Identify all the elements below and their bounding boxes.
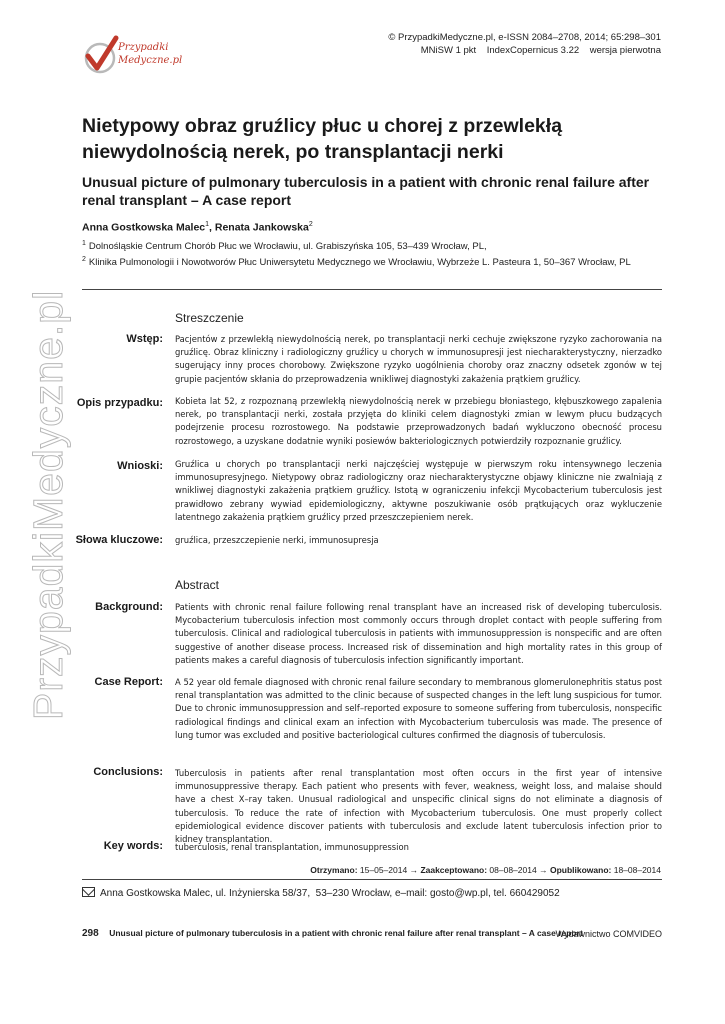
author-1-sup: 1 [205, 221, 210, 228]
key-words-label: Key words: [103, 840, 163, 852]
arrow-icon: → [409, 865, 419, 875]
conclusions-text: Tuberculosis in patients after renal transplantation most often occurs in the first year of intensive immunosuppressive therapy. Each patient who presents with fever, weakness, weight loss, and malaise should have a chest X–ray taken. Unusual radiological and unspecific clinical signs do not eliminate a diagnosis of tuberculosis. To reduce the rate of infection with Mycobacterium tuberculosis. One must properly collect epidemiological evidence discover patients with tuberculosis and exclude latent tuberculosis infection prior to kidney transplantation. [175, 768, 662, 845]
affiliation-1-text: Dolnośląskie Centrum Chorób Płuc we Wrocławiu, ul. Grabiszyńska 105, 53–439 Wrocław, PL, [88, 241, 487, 253]
page-number: 298 [82, 928, 99, 939]
affiliation-2-text: Klinika Pulmonologii i Nowotworów Płuc Uniwersytetu Medycznego we Wrocławiu, Wybrzeże L. Pasteura 1, 50–367 Wrocław, PL [88, 257, 631, 269]
received-date: 15–05–2014 [359, 865, 408, 875]
journal-header-info [388, 32, 661, 57]
streszczenie-heading: Streszczenie [175, 311, 244, 325]
author-2: Renata Jankowska [214, 221, 309, 234]
affiliation-1 [82, 240, 487, 252]
title-polish: Nietypowy obraz gruźlicy płuc u chorej z przewlekłą niewydolnością nerek, po transplantacji nerki [82, 115, 563, 163]
footer-divider [82, 879, 662, 880]
published-date: 18–08–2014 [613, 865, 661, 875]
abstract-heading: Abstract [175, 578, 220, 592]
received-label: Otrzymano: [310, 865, 358, 875]
page-footer [82, 928, 662, 939]
correspondence-text: Anna Gostkowska Malec, ul. Inżynierska 58/37, 53–230 Wrocław, e–mail: gosto@wp.pl, tel. 660429052 [100, 888, 560, 899]
slowa-kluczowe-label: Słowa kluczowe: [75, 534, 163, 546]
slowa-kluczowe-text: gruźlica, przeszczepienie nerki, immunosupresja [175, 535, 379, 545]
logo-text-line2: Medyczne.pl [118, 55, 183, 66]
wstep-label: Wstęp: [126, 333, 163, 345]
header-divider [82, 289, 662, 290]
affiliation-2-num: 2 [82, 256, 86, 263]
published-label: Opublikowano: [549, 865, 612, 875]
background-text: Patients with chronic renal failure following renal transplant have an increased risk of developing tuberculosis. Mycobacterium tuberculosis infection most commonly occurs through droplet contact with people suffering from tuberculosis. Clinical and radiological tuberculosis in patients with immunosuppression is nonspecific and are often suggestive of another disease process. Increased risk of dissemination and high mortality rates in this group of patients makes a careful diagnosis of tuberculosis infection significantly important. [175, 602, 662, 665]
correspondence [82, 887, 560, 899]
running-title: Unusual picture of pulmonary tuberculosis in a patient with chronic renal failure after renal transplant – A case report [109, 928, 583, 938]
key-words-text: tuberculosis, renal transplantation, immunosuppression [175, 842, 409, 852]
logo-text-line1: Przypadki [118, 42, 169, 53]
opis-przypadku-text: Kobieta lat 52, z rozpoznaną przewlekłą niewydolnością nerek w przebiegu błoniastego, kłębuszkowego zapalenia nerek, po transplantacji nerki, została przyjęta do kliniki celem diagnostyki zmian w lewym płucu budzących podejrzenie procesu rozrostowego. Na podstawie przeprowadzonych badań wykluczono obecność procesu rozrostowego, a uzyskane dodatnie wyniki posiewów bakteriologicznych potwierdziły rozpoznanie gruźlicy. [175, 396, 662, 446]
publisher: Wydawnictwo COMVIDEO [555, 929, 662, 939]
side-watermark: PrzypadkiMedyczne.pl [25, 289, 71, 720]
author-sep: , [209, 221, 215, 234]
opis-przypadku-label: Opis przypadku: [76, 397, 163, 409]
wnioski-label: Wnioski: [117, 460, 163, 472]
checkmark-logo-icon [82, 32, 122, 82]
title-english: Unusual picture of pulmonary tuberculosis in a patient with chronic renal failure after renal transplant – A case report [82, 174, 650, 208]
wnioski-text: Gruźlica u chorych po transplantacji nerki najczęściej występuje w pierwszym roku intensywnego leczenia immunosupresyjnego. Nietypowy obraz radiologiczny oraz niecharakterystyczne objawy kliniczne nie zwalniają z wnikliwej diagnostyki zakażenia prątkiem gruźlicy. Istotą w ograniczeniu infekcji Mycobacterium tuberculosis jest prawidłowo zebrany wywiad epidemiologiczny, aktywne poszukiwanie osób prątkujących oraz wykluczenie latentnego zakażenia prątkiem gruźlicy przed przeszczepieniem nerek. [175, 459, 662, 522]
affiliation-2 [82, 256, 631, 268]
case-report-text: A 52 year old female diagnosed with chronic renal failure secondary to membranous glomerulonephritis status post renal transplantation was admitted to the clinic because of suspected changes in the left lung suspicious for tumor. Due to chronic immunosuppression and self–reported exposure to someone suffering from tuberculosis, nonspecific radiological findings and clinical exam an infection with Mycobacterium tuberculosis was made. The presence of lung tumor was excluded and positive bacteriological cultures confirmed the diagnosis of tuberculosis. [175, 677, 662, 740]
wstep-text: Pacjentów z przewlekłą niewydolnością nerek, po transplantacji nerki cechuje zwiększone ryzyko zachorowania na gruźlicę. Obraz kliniczny i radiologiczny gruźlicy u chorych w immunosupresji jest niecharakterystyczny, nierzadko sugerujący inny proces chorobowy. Zwiększone ryzyko uogólnienia choroby oraz znaczny odsetek zgonów w tej grupie pacjentów skłania do przeprowadzenia wnikliwej diagnostyki zakażenia prątkiem gruźlicy. [175, 334, 662, 384]
accepted-date: 08–08–2014 [489, 865, 537, 875]
header-line2: MNiSW 1 pkt IndexCopernicus 3.22 wersja pierwotna [420, 44, 661, 56]
background-label: Background: [95, 601, 163, 613]
publication-dates [310, 865, 661, 875]
author-2-sup: 2 [308, 221, 313, 228]
arrow-icon: → [539, 865, 548, 875]
envelope-icon [82, 887, 95, 897]
conclusions-label: Conclusions: [93, 766, 163, 778]
author-1: Anna Gostkowska Malec [82, 221, 206, 234]
case-report-label: Case Report: [94, 676, 163, 688]
journal-logo [82, 28, 202, 83]
authors [82, 221, 313, 234]
accepted-label: Zaakceptowano: [420, 865, 488, 875]
header-line1: © PrzypadkiMedyczne.pl, e-ISSN 2084–2708, 2014; 65:298–301 [388, 32, 661, 43]
affiliation-1-num: 1 [82, 240, 86, 247]
